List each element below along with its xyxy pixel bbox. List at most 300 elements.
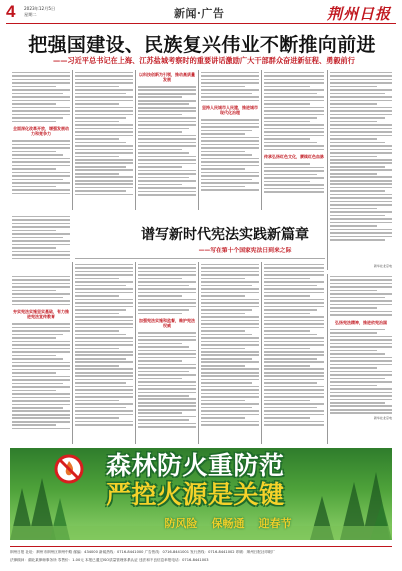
body-text-line: [201, 72, 259, 74]
body-text-line: [201, 372, 259, 374]
body-text-line: [138, 339, 196, 341]
body-text-line: [12, 372, 56, 374]
story2-subhead-2: 加强宪法实施和监督，维护宪法权威: [139, 318, 195, 329]
body-text-line: [75, 82, 133, 84]
body-text-line: [330, 222, 392, 224]
body-text-line: [12, 327, 70, 329]
body-text-line: [75, 358, 126, 360]
body-text-line: [75, 288, 133, 290]
body-text-line: [201, 358, 252, 360]
body-text-line: [12, 348, 70, 350]
body-text-line: [12, 383, 63, 385]
body-text-line: [138, 149, 182, 151]
body-text-line: [138, 357, 196, 359]
body-text-line: [12, 226, 70, 228]
body-text-line: [12, 258, 70, 260]
body-text-line: [330, 110, 392, 112]
body-text-line: [264, 341, 324, 343]
story1-subhead: ——习近平总书记在上海、江苏盐城考察时的重要讲话激励广大干部群众奋进新征程、勇毅前行: [53, 56, 355, 65]
body-text-line: [201, 82, 259, 84]
body-text-line: [12, 410, 70, 412]
body-text-line: [201, 348, 245, 350]
ad-line2: 严控火源是关键: [106, 480, 285, 509]
body-text-line: [330, 211, 392, 213]
body-text-line: [330, 72, 392, 74]
body-text-line: [75, 407, 126, 409]
body-text-line: [12, 247, 56, 249]
story1-column-4: [201, 70, 259, 210]
body-text-line: [264, 163, 310, 165]
body-text-line: [330, 409, 392, 411]
body-text-line: [264, 295, 310, 297]
body-text-line: [201, 309, 252, 311]
body-text-line: [201, 151, 245, 153]
body-text-line: [264, 138, 310, 140]
body-text-line: [201, 182, 259, 184]
body-text-line: [138, 131, 182, 133]
body-text-line: [201, 288, 259, 290]
body-text-line: [12, 358, 63, 360]
column-rule: [135, 70, 136, 210]
body-text-line: [12, 237, 63, 239]
body-text-line: [330, 402, 385, 404]
story2-subhead-1: 夯实宪法实施坚实基础，有力推进宪法宣传教育: [13, 309, 69, 320]
body-text-line: [12, 369, 70, 371]
body-text-line: [330, 128, 392, 130]
body-text-line: [12, 337, 56, 339]
body-text-line: [201, 320, 259, 322]
body-text-line: [330, 194, 392, 196]
story1-subhead-1: 全面深化改革开放，增强发展动力和竞争力: [13, 126, 69, 137]
body-text-line: [201, 414, 259, 416]
body-text-line: [12, 72, 70, 74]
story1-subhead-4: 传承弘扬红色文化，赓续红色血脉: [264, 154, 324, 160]
body-text-line: [75, 306, 133, 308]
story2-column-3: [138, 262, 196, 444]
column-rule: [198, 262, 199, 444]
body-text-line: [12, 103, 56, 105]
body-text-line: [330, 339, 392, 341]
body-text-line: [75, 124, 133, 126]
body-text-line: [201, 267, 259, 269]
story1-column-2: [75, 70, 133, 210]
ad-slogan-bar: [128, 514, 328, 531]
body-text-line: [138, 267, 196, 269]
body-text-line: [264, 191, 324, 193]
column-rule: [261, 70, 262, 210]
body-text-line: [138, 138, 196, 140]
body-text-line: [264, 177, 324, 179]
body-text-line: [75, 313, 119, 315]
body-text-line: [12, 424, 56, 426]
body-text-line: [330, 75, 392, 77]
body-text-line: [264, 407, 317, 409]
story1-subhead-2: 以科技创新为引领，推动高质量发展: [139, 72, 195, 82]
ad-slogan-2: 保畅通: [211, 516, 245, 530]
body-text-line: [12, 351, 70, 353]
body-text-line: [330, 290, 377, 292]
body-text-line: [138, 295, 182, 297]
body-text-line: [201, 407, 252, 409]
body-text-line: [330, 107, 392, 109]
body-text-line: [264, 334, 317, 336]
body-text-line: [330, 336, 392, 338]
story1-column-5: [264, 70, 324, 210]
body-text-line: [201, 299, 259, 301]
body-text-line: [264, 358, 317, 360]
body-text-line: [138, 93, 196, 95]
body-text-line: [201, 424, 259, 426]
body-text-line: [201, 168, 245, 170]
body-text-line: [75, 121, 119, 123]
body-text-line: [75, 159, 133, 161]
body-text-line: [138, 159, 196, 161]
body-text-line: [75, 403, 133, 405]
column-rule: [72, 70, 73, 210]
body-text-line: [75, 187, 133, 189]
body-text-line: [138, 416, 196, 418]
body-text-line: [12, 158, 70, 160]
story1-column-1-continued: [12, 214, 70, 270]
body-text-line: [138, 86, 196, 88]
body-text-line: [201, 75, 259, 77]
body-text-line: [330, 364, 392, 366]
story2-column-1: [12, 274, 70, 444]
body-text-line: [138, 388, 196, 390]
body-text-line: [201, 89, 259, 91]
body-text-line: [264, 288, 324, 290]
body-text-line: [75, 368, 133, 370]
body-text-line: [12, 254, 70, 256]
body-text-line: [12, 151, 56, 153]
body-text-line: [264, 386, 324, 388]
body-text-line: [330, 82, 392, 84]
section-name: 新闻·广告: [174, 7, 225, 20]
body-text-line: [264, 128, 324, 130]
body-text-line: [138, 278, 182, 280]
body-text-line: [75, 320, 133, 322]
body-text-line: [12, 161, 70, 163]
body-text-line: [75, 166, 126, 168]
body-text-line: [12, 186, 56, 188]
body-text-line: [12, 344, 70, 346]
body-text-line: [330, 360, 392, 362]
body-text-line: [201, 302, 259, 304]
body-text-line: [75, 152, 133, 154]
body-text-line: [330, 395, 392, 397]
body-text-line: [264, 167, 324, 169]
body-text-line: [138, 187, 196, 189]
body-text-line: [12, 140, 70, 142]
footer-rule: [10, 546, 392, 547]
body-text-line: [264, 403, 324, 405]
body-text-line: [264, 375, 324, 377]
body-text-line: [330, 283, 392, 285]
body-text-line: [75, 79, 133, 81]
body-text-line: [138, 405, 196, 407]
body-text-line: [330, 225, 377, 227]
body-text-line: [138, 135, 196, 137]
body-text-line: [330, 304, 392, 306]
body-text-line: [264, 424, 324, 426]
body-text-line: [330, 374, 392, 376]
story1-subhead-3: 坚持人民城市人民建，推进城市现代化治理: [202, 105, 258, 116]
body-text-line: [264, 393, 324, 395]
body-text-line: [264, 79, 324, 81]
story1-column-6: [330, 70, 392, 270]
body-text-line: [330, 229, 392, 231]
body-text-line: [138, 395, 189, 397]
body-text-line: [75, 396, 133, 398]
ad-slogan-1: 防风险: [164, 516, 198, 530]
body-text-line: [201, 327, 259, 329]
story2-subhead: ——写在第十个国家宪法日到来之际: [198, 248, 292, 254]
body-text-line: [330, 79, 392, 81]
body-text-line: [201, 292, 259, 294]
body-text-line: [330, 103, 377, 105]
body-text-line: [12, 386, 70, 388]
body-text-line: [264, 368, 324, 370]
body-text-line: [138, 110, 196, 112]
body-text-line: [138, 281, 196, 283]
body-text-line: [264, 121, 310, 123]
body-text-line: [75, 382, 126, 384]
body-text-line: [264, 292, 324, 294]
body-text-line: [330, 197, 392, 199]
ad-title: 森林防火重防范: [106, 451, 285, 480]
body-text-line: [138, 163, 196, 165]
body-text-line: [264, 421, 324, 423]
body-text-line: [138, 346, 189, 348]
body-text-line: [12, 110, 70, 112]
body-text-line: [75, 417, 119, 419]
body-text-line: [75, 341, 133, 343]
story2-rule: [75, 258, 325, 259]
body-text-line: [12, 379, 70, 381]
body-text-line: [201, 344, 259, 346]
body-text-line: [75, 278, 119, 280]
body-text-line: [75, 337, 133, 339]
body-text-line: [330, 353, 385, 355]
body-text-line: [330, 392, 392, 394]
body-text-line: [138, 96, 182, 98]
body-text-line: [138, 423, 196, 425]
body-text-line: [330, 232, 392, 234]
body-text-line: [201, 365, 245, 367]
body-text-line: [138, 364, 196, 366]
body-text-line: [330, 371, 392, 373]
body-text-line: [75, 180, 133, 182]
body-text-line: [12, 341, 70, 343]
body-text-line: [201, 100, 259, 102]
body-text-line: [330, 279, 392, 281]
body-text-line: [75, 344, 133, 346]
body-text-line: [201, 403, 259, 405]
body-text-line: [75, 145, 133, 147]
body-text-line: [201, 316, 259, 318]
body-text-line: [75, 334, 126, 336]
body-text-line: [201, 351, 259, 353]
body-text-line: [330, 121, 377, 123]
body-text-line: [201, 86, 245, 88]
body-text-line: [12, 293, 70, 295]
page-number: 4: [6, 2, 16, 21]
body-text-line: [138, 378, 182, 380]
body-text-line: [201, 133, 245, 135]
no-fire-icon: [54, 454, 84, 484]
body-text-line: [12, 216, 70, 218]
body-text-line: [138, 142, 196, 144]
body-text-line: [75, 393, 133, 395]
body-text-line: [138, 124, 196, 126]
body-text-line: [12, 100, 70, 102]
body-text-line: [12, 114, 70, 116]
body-text-line: [201, 410, 259, 412]
body-text-line: [75, 103, 119, 105]
body-text-line: [138, 117, 196, 119]
body-text-line: [75, 299, 133, 301]
body-text-line: [138, 332, 196, 334]
body-text-line: [264, 72, 324, 74]
body-text-line: [201, 165, 259, 167]
body-text-line: [330, 176, 392, 178]
body-text-line: [264, 361, 324, 363]
header-rule: [6, 23, 396, 24]
body-text-line: [264, 271, 324, 273]
body-text-line: [264, 330, 310, 332]
footer-line-2: 法律顾问：湖北某律师事务所 零售价：1.00元 本报已通过ISO质量管理体系认证 违法和不良信息举报电话：0716-8441003: [10, 558, 209, 562]
body-text-line: [264, 323, 324, 325]
body-text-line: [75, 96, 133, 98]
weekday: 星期二: [24, 12, 37, 17]
body-text-line: [12, 175, 70, 177]
body-text-line: [330, 399, 392, 401]
body-text-line: [75, 348, 119, 350]
body-text-line: [75, 285, 126, 287]
body-text-line: [201, 264, 259, 266]
body-text-line: [201, 400, 245, 402]
story1-column-3: [138, 70, 196, 210]
body-text-line: [12, 323, 70, 325]
body-text-line: [330, 145, 392, 147]
body-text-line: [264, 410, 324, 412]
body-text-line: [75, 131, 133, 133]
story2-subhead-3: 弘扬宪法精神，推进依宪治国: [335, 319, 387, 325]
body-text-line: [201, 382, 252, 384]
body-text-line: [138, 353, 196, 355]
body-text-line: [330, 388, 392, 390]
body-text-line: [75, 351, 133, 353]
body-text-line: [75, 173, 119, 175]
body-text-line: [330, 149, 392, 151]
body-text-line: [75, 169, 133, 171]
story1-column-1: [12, 70, 70, 210]
column-rule: [198, 70, 199, 210]
body-text-line: [201, 295, 245, 297]
body-text-line: [138, 398, 196, 400]
body-text-line: [138, 274, 196, 276]
body-text-line: [330, 346, 392, 348]
body-text-line: [264, 188, 324, 190]
body-text-line: [201, 172, 259, 174]
body-text-line: [138, 336, 196, 338]
column-rule: [72, 262, 73, 444]
body-text-line: [330, 89, 392, 91]
body-text-line: [201, 137, 259, 139]
body-text-line: [12, 407, 63, 409]
body-text-line: [12, 300, 70, 302]
body-text-line: [330, 169, 392, 171]
body-text-line: [330, 307, 377, 309]
body-text-line: [75, 424, 133, 426]
body-text-line: [201, 123, 259, 125]
body-text-line: [75, 354, 133, 356]
body-text-line: [75, 190, 126, 192]
body-text-line: [12, 283, 70, 285]
body-text-line: [264, 117, 317, 119]
body-text-line: [264, 107, 324, 109]
body-text-line: [12, 240, 70, 242]
body-text-line: [138, 343, 182, 345]
body-text-line: [264, 145, 324, 147]
body-text-line: [75, 365, 119, 367]
body-text-line: [138, 374, 196, 376]
body-text-line: [12, 393, 70, 395]
body-text-line: [138, 264, 196, 266]
column-rule: [327, 274, 328, 444]
body-text-line: [330, 183, 392, 185]
body-text-line: [12, 93, 63, 95]
body-text-line: [138, 173, 196, 175]
body-text-line: [138, 89, 196, 91]
body-text-line: [138, 299, 196, 301]
body-text-line: [264, 93, 317, 95]
body-text-line: [201, 281, 259, 283]
body-text-line: [264, 142, 317, 144]
body-text-line: [330, 142, 385, 144]
body-text-line: [75, 372, 133, 374]
body-text-line: [264, 344, 324, 346]
body-text-line: [264, 348, 310, 350]
body-text-line: [75, 138, 119, 140]
body-text-line: [75, 323, 133, 325]
body-text-line: [138, 412, 182, 414]
body-text-line: [12, 82, 70, 84]
story2-byline: 新华社北京电: [373, 416, 392, 421]
body-text-line: [264, 267, 324, 269]
body-text-line: [264, 281, 324, 283]
body-text-line: [264, 414, 324, 416]
body-text-line: [138, 145, 196, 147]
body-text-line: [12, 96, 70, 98]
body-text-line: [12, 297, 63, 299]
body-text-line: [264, 181, 310, 183]
body-text-line: [330, 236, 392, 238]
body-text-line: [138, 402, 196, 404]
body-text-line: [12, 75, 70, 77]
body-text-line: [138, 360, 182, 362]
body-text-line: [12, 279, 70, 281]
body-text-line: [12, 304, 70, 306]
body-text-line: [264, 351, 324, 353]
body-text-line: [330, 190, 385, 192]
body-text-line: [201, 417, 245, 419]
body-text-line: [330, 204, 392, 206]
body-text-line: [138, 166, 182, 168]
body-text-line: [75, 386, 133, 388]
story1-headline: 把强国建设、民族复兴伟业不断推向前进: [28, 34, 376, 56]
body-text-line: [138, 128, 189, 130]
